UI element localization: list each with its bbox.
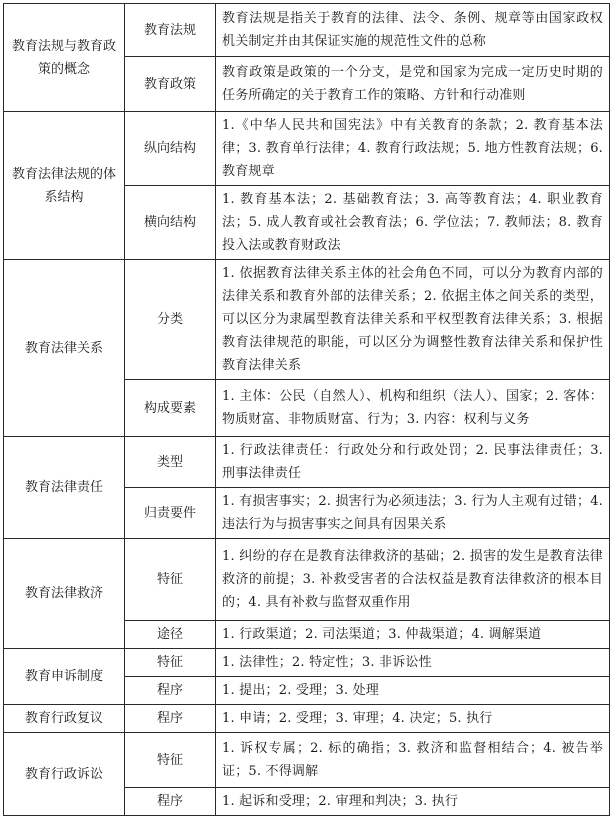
- subtopic-cell: 程序: [125, 677, 216, 705]
- content-cell: 1. 有损害事实；2. 损害行为必须违法；3. 行为人主观有过错；4. 违法行为与损害事实之间具有因果关系: [216, 488, 610, 539]
- topic-cell: 教育法规与教育政策的概念: [4, 4, 125, 112]
- subtopic-cell: 特征: [125, 649, 216, 677]
- table-row: [4, 649, 610, 677]
- topic-cell: 教育法律救济: [4, 539, 125, 649]
- subtopic-cell: 特征: [125, 733, 216, 788]
- subtopic-cell: 归责要件: [125, 488, 216, 539]
- content-cell: 1. 纠纷的存在是教育法律救济的基础；2. 损害的发生是教育法律救济的前提；3. 补救受害者的合法权益是教育法律救济的根本目的；4. 具有补救与监督双重作用: [216, 539, 610, 621]
- subtopic-cell: 构成要素: [125, 380, 216, 437]
- content-cell: 1. 依据教育法律关系主体的社会角色不同，可以分为教育内部的法律关系和教育外部的法律关系；2. 依据主体之间关系的类型，可以区分为隶属型教育法律关系和平权型教育法律关系；3. 根据教育法律规范的职能，可以区分为调整性教育法律关系和保护性教育法律关系: [216, 260, 610, 380]
- topic-cell: 教育法律法规的体系结构: [4, 112, 125, 260]
- subtopic-cell: 途径: [125, 621, 216, 649]
- topic-cell: 教育法律责任: [4, 437, 125, 539]
- table-row: [4, 112, 610, 186]
- table-row: [4, 705, 610, 733]
- subtopic-cell: 程序: [125, 705, 216, 733]
- table-row: [4, 4, 610, 57]
- subtopic-cell: 类型: [125, 437, 216, 488]
- topic-cell: 教育申诉制度: [4, 649, 125, 705]
- table-row: [4, 437, 610, 488]
- topic-cell: 教育法律关系: [4, 260, 125, 437]
- subtopic-cell: 教育政策: [125, 57, 216, 112]
- content-cell: 1. 主体：公民（自然人）、机构和组织（法人）、国家；2. 客体：物质财富、非物质财富、行为；3. 内容：权利与义务: [216, 380, 610, 437]
- subtopic-cell: 分类: [125, 260, 216, 380]
- content-cell: 1. 诉权专属；2. 标的确指；3. 救济和监督相结合；4. 被告举证；5. 不得调解: [216, 733, 610, 788]
- table-row: [4, 733, 610, 788]
- topic-cell: 教育行政诉讼: [4, 733, 125, 816]
- table-row: [4, 260, 610, 380]
- content-cell: 1. 行政渠道；2. 司法渠道；3. 仲裁渠道；4. 调解渠道: [216, 621, 610, 649]
- content-cell: 1. 教育基本法；2. 基础教育法；3. 高等教育法；4. 职业教育法；5. 成人教育或社会教育法；6. 学位法；7. 教师法；8. 教育投入法或教育财政法: [216, 186, 610, 260]
- content-cell: 教育政策是政策的一个分支，是党和国家为完成一定历史时期的任务所确定的关于教育工作的策略、方针和行动准则: [216, 57, 610, 112]
- content-cell: 1. 起诉和受理；2. 审理和判决；3. 执行: [216, 788, 610, 816]
- subtopic-cell: 特征: [125, 539, 216, 621]
- content-cell: 教育法规是指关于教育的法律、法令、条例、规章等由国家政权机关制定并由其保证实施的规范性文件的总称: [216, 4, 610, 57]
- subtopic-cell: 教育法规: [125, 4, 216, 57]
- subtopic-cell: 程序: [125, 788, 216, 816]
- education-law-table: [3, 3, 610, 816]
- subtopic-cell: 横向结构: [125, 186, 216, 260]
- content-cell: 1. 法律性；2. 特定性；3. 非诉讼性: [216, 649, 610, 677]
- table-row: [4, 539, 610, 621]
- content-cell: 1. 申请；2. 受理；3. 审理；4. 决定；5. 执行: [216, 705, 610, 733]
- content-cell: 1. 提出；2. 受理；3. 处理: [216, 677, 610, 705]
- subtopic-cell: 纵向结构: [125, 112, 216, 186]
- content-cell: 1. 行政法律责任：行政处分和行政处罚；2. 民事法律责任；3. 刑事法律责任: [216, 437, 610, 488]
- topic-cell: 教育行政复议: [4, 705, 125, 733]
- content-cell: 1.《中华人民共和国宪法》中有关教育的条款；2. 教育基本法律；3. 教育单行法律；4. 教育行政法规；5. 地方性教育法规；6. 教育规章: [216, 112, 610, 186]
